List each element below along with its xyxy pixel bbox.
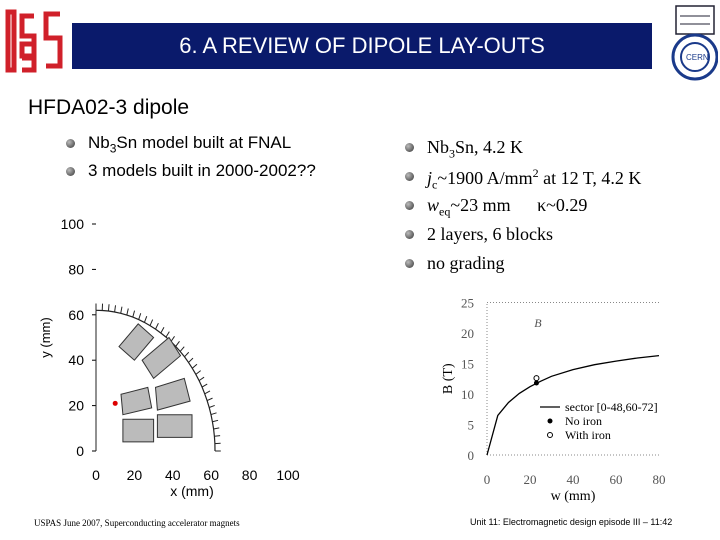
- right-bullet-1: $Nb_3Sn$, 4.2 K: [427, 137, 523, 162]
- y-tick-label: 100: [60, 216, 84, 232]
- boundary-tick: [108, 304, 109, 311]
- coil-block-1: [123, 419, 154, 442]
- b-tick-label: 0: [467, 448, 474, 463]
- boundary-tick: [211, 413, 217, 415]
- y-tick-label: 80: [68, 261, 84, 278]
- left-bullet-2: 3 models built in 2000-2002??: [88, 161, 316, 181]
- boundary-tick: [121, 307, 122, 314]
- footer-right: Unit 11: Electromagnetic design episode III – 11:42: [470, 517, 673, 527]
- y-axis-label: y (mm): [38, 317, 53, 358]
- right-bullet-2: $j_c\sim 1900$ $A/mm^2$ at 12 T, 4.2 K: [427, 166, 641, 193]
- boundary-tick: [207, 398, 212, 400]
- boundary-tick: [189, 358, 193, 362]
- boundary-tick: [184, 352, 188, 357]
- svg-text:CERN: CERN: [686, 53, 709, 62]
- b-tick-label: 5: [467, 417, 474, 433]
- w-tick-label: 0: [483, 472, 491, 487]
- legend-marker-with-iron: [548, 433, 553, 438]
- iron-boundary: [96, 310, 215, 451]
- boundary-tick: [161, 327, 164, 333]
- b-tick-label: 15: [461, 356, 474, 372]
- x-tick-label: 80: [241, 467, 258, 483]
- boundary-tick: [176, 341, 180, 346]
- boundary-tick: [205, 391, 210, 394]
- with-iron-point: [534, 376, 539, 381]
- b-axis-label: B (T): [441, 363, 456, 395]
- marker-point: [113, 401, 118, 406]
- y-tick-label: 60: [68, 306, 84, 323]
- w-tick-label: 40: [566, 472, 580, 487]
- b-tick-label: 10: [461, 387, 474, 402]
- coil-block-2: [121, 387, 152, 414]
- boundary-tick: [133, 311, 135, 317]
- boundary-tick: [115, 305, 116, 312]
- boundary-tick: [199, 377, 204, 380]
- w-tick-label: 20: [523, 472, 537, 487]
- legend-marker-no-iron: [548, 419, 553, 424]
- footer-left: USPAS June 2007, Superconducting accelerator magnets: [34, 518, 240, 528]
- w-tick-label: 60: [609, 472, 623, 487]
- boundary-tick: [150, 320, 153, 326]
- boundary-tick: [127, 308, 128, 315]
- coil-block-3: [157, 415, 192, 438]
- boundary-tick: [144, 316, 146, 322]
- w-tick-label: 80: [652, 472, 666, 487]
- w-axis-label: w (mm): [550, 489, 596, 504]
- slide-title: 6. A REVIEW OF DIPOLE LAY-OUTS: [179, 33, 545, 58]
- x-axis-label: x (mm): [170, 483, 214, 499]
- left-bullet-1: $Nb_3Sn$ model built at FNAL: [88, 133, 291, 155]
- boundary-tick: [166, 332, 169, 338]
- x-tick-label: 0: [92, 467, 100, 483]
- y-tick-label: 20: [68, 397, 84, 414]
- no-iron-point: [534, 381, 539, 386]
- boundary-tick: [214, 436, 220, 437]
- legend-sector: sector [0-48,60-72]: [565, 400, 658, 414]
- right-bullet-3: $w_{eq}\sim 23$ mm κ~0.29: [427, 195, 587, 220]
- legend-with-iron: With iron: [565, 428, 611, 442]
- boundary-tick: [196, 371, 201, 375]
- x-tick-label: 100: [276, 467, 300, 483]
- curve-label: B: [534, 315, 542, 330]
- boundary-tick: [212, 420, 218, 421]
- y-tick-label: 0: [76, 443, 84, 459]
- legend-no-iron: No iron: [565, 414, 602, 428]
- x-tick-label: 20: [126, 467, 143, 483]
- x-tick-label: 40: [165, 467, 181, 483]
- boundary-tick: [156, 323, 159, 329]
- boundary-tick: [139, 313, 141, 319]
- section-title: HFDA02-3 dipole: [28, 96, 190, 119]
- boundary-tick: [209, 405, 214, 407]
- b-tick-label: 20: [461, 326, 474, 341]
- x-tick-label: 60: [203, 467, 219, 483]
- b-tick-label: 25: [461, 295, 474, 311]
- coil-block-4: [156, 378, 191, 410]
- y-tick-label: 40: [68, 352, 84, 369]
- right-bullet-4: 2 layers, 6 blocks: [427, 224, 553, 245]
- right-bullet-5: no grading: [427, 253, 504, 274]
- boundary-tick: [202, 384, 207, 387]
- boundary-tick: [192, 364, 197, 368]
- boundary-tick: [180, 347, 184, 352]
- boundary-tick: [214, 428, 220, 429]
